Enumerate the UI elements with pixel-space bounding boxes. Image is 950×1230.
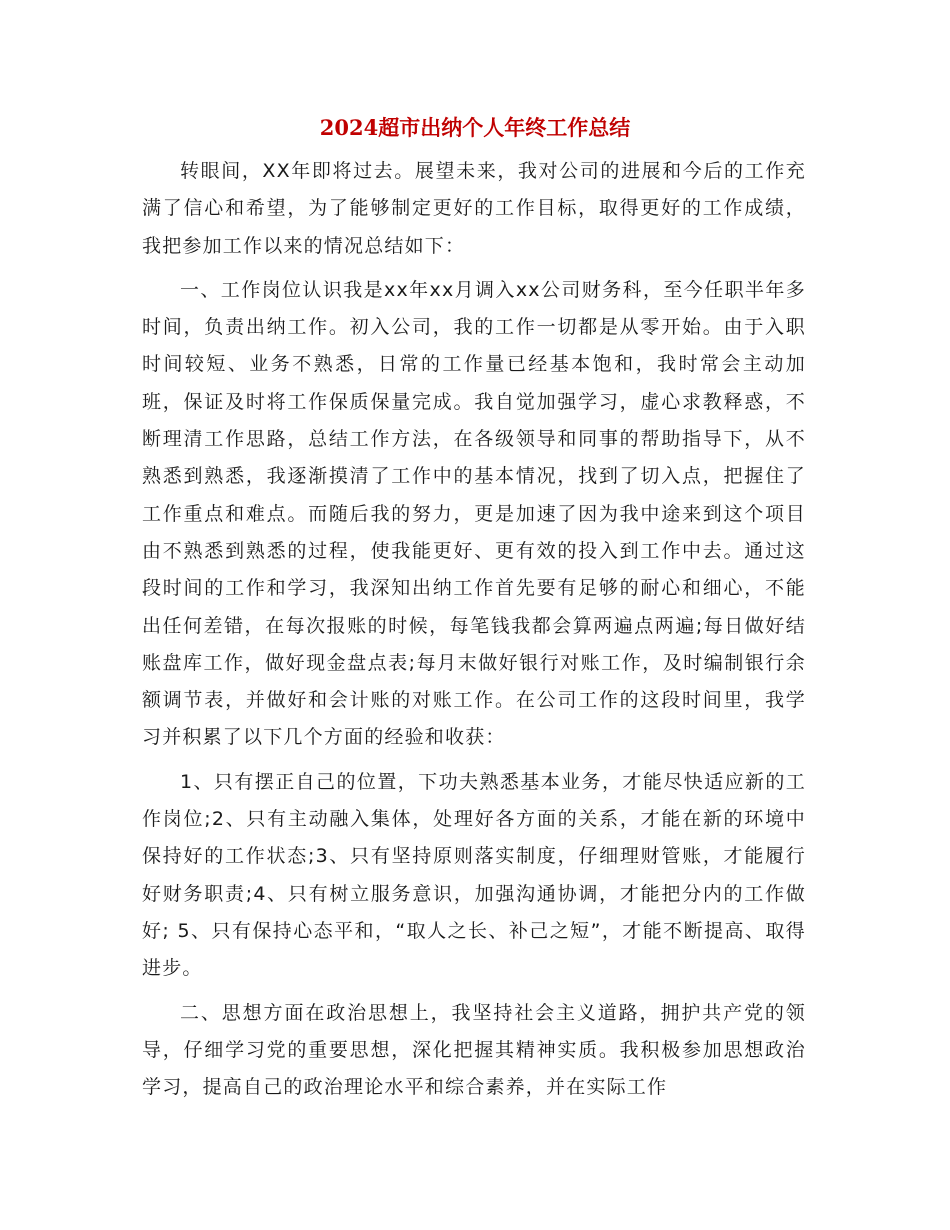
document-title: 2024超市出纳个人年终工作总结 [319,115,631,140]
paragraph-job-understanding: 一、工作岗位认识我是xx年xx月调入xx公司财务科，至今任职半年多时间，负责出纳工作。初入公司，我的工作一切都是从零开始。由于入职时间较短、业务不熟悉，日常的工作量已经基本饱和，我时常会主动加班，保证及时将工作保质保量完成。我自觉加强学习，虚心求教释惑，不断理清工作思路，总结工作方法，在各级领导和同事的帮助指导下，从不熟悉到熟悉，我逐渐摸清了工作中的基本情况，找到了切入点，把握住了工作重点和难点。而随后我的努力，更是加速了因为我中途来到这个项目由不熟悉到熟悉的过程，使我能更好、更有效的投入到工作中去。通过这段时间的工作和学习，我深知出纳工作首先要有足够的耐心和细心，不能出任何差错，在每次报账的时候，每笔钱我都会算两遍点两遍;每日做好结账盘库工作，做好现金盘点表;每月末做好银行对账工作，及时编制银行余额调节表，并做好和会计账的对账工作。在公司工作的这段时间里，我学习并积累了以下几个方面的经验和收获： [142,278,806,749]
paragraph-intro: 转眼间，XX年即将过去。展望未来，我对公司的进展和今后的工作充满了信心和希望，为了能够制定更好的工作目标，取得更好的工作成绩，我把参加工作以来的情况总结如下： [142,160,806,257]
paragraph-political-thought: 二、思想方面在政治思想上，我坚持社会主义道路，拥护共产党的领导，仔细学习党的重要思想，深化把握其精神实质。我积极参加思想政治学习，提高自己的政治理论水平和综合素养，并在实际工作 [142,1001,806,1099]
paragraph-experience-list: 1、只有摆正自己的位置，下功夫熟悉基本业务，才能尽快适应新的工作岗位;2、只有主动融入集体，处理好各方面的关系，才能在新的环境中保持好的工作状态;3、只有坚持原则落实制度，仔细理财管账，才能履行好财务职责;4、只有树立服务意识，加强沟通协调，才能把分内的工作做好; 5、只有保持心态平和，“取人之长、补己之短”，才能不断提高、取得进步。 [142,770,806,980]
document-body [142,153,806,1113]
